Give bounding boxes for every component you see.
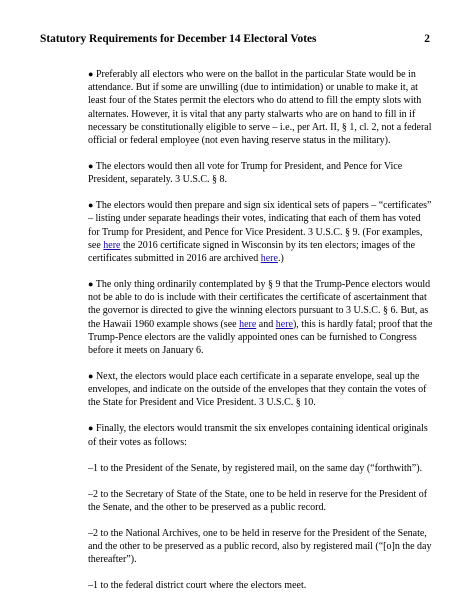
paragraph-text: ), this is hardly fatal; proof that the Trump-Pence electors are the validly appointed ones can be furnished to Congress before it meets on January 6. xyxy=(88,318,433,357)
bullet-icon: ● xyxy=(88,423,94,434)
paragraph-text: Next, the electors would place each certificate in a separate envelope, seal up the envelopes, and indicate on the outside of the envelopes that they contain the votes of the State for President and Vice President. 3 U.S.C. § 10. xyxy=(88,371,427,409)
bullet-icon: ● xyxy=(88,371,94,382)
paragraph-text: and xyxy=(256,318,276,330)
list-item-national-archives: –2 to the National Archives, one to be held in reserve for the President of the Senate, and the other to be preserved as a public record, also by registered mail (“[o]n the day thereafter”). xyxy=(88,527,432,566)
paragraph-transmit xyxy=(40,422,434,448)
paragraph-text: The only thing ordinarily contemplated by § 9 that the Trump-Pence electors would not be able to do is include with their certificates the certificate of ascertainment that the governor is directed to give the winning electors pursuant to 3 U.S.C. § 6. But, as the Hawaii 1960 example shows (see xyxy=(88,279,431,330)
link-wisconsin-certificate[interactable]: here xyxy=(103,239,121,251)
link-hawaii-example-2[interactable]: here xyxy=(275,318,293,330)
list-item-district-court: –1 to the federal district court where the electors meet. xyxy=(88,580,307,592)
page-number: 2 xyxy=(424,33,430,45)
bullet-icon: ● xyxy=(88,279,94,290)
paragraph-electors-vote xyxy=(40,160,434,186)
paragraph-text: Finally, the electors would transmit the six envelopes containing identical originals of their votes as follows: xyxy=(88,423,428,448)
list-item-president-of-senate: –1 to the President of the Senate, by registered mail, on the same day (“forthwith”). xyxy=(88,462,423,474)
page-header-title: Statutory Requirements for December 14 Electoral Votes xyxy=(40,33,317,45)
document-body xyxy=(40,68,434,605)
paragraph-certificates xyxy=(40,199,434,265)
paragraph-text: the 2016 certificate signed in Wisconsin by its ten electors; images of the certificates submitted in 2016 are archived xyxy=(88,239,416,265)
paragraph-ascertainment xyxy=(40,278,434,357)
bullet-icon: ● xyxy=(88,69,94,79)
link-hawaii-example-1[interactable]: here xyxy=(239,318,257,330)
paragraph-envelopes xyxy=(40,370,434,410)
link-archived-certificates[interactable]: here xyxy=(260,253,278,265)
paragraph-text: Preferably all electors who were on the ballot in the particular State would be in attendance. But if some are unwilling (due to intimidation) or unable to make it, at least four of the States permit the electors who do attend to fill the empty slots with alternates. However, it is vital that any party stalwarts who are on hand to fill in if necessary be constitutionally eligible to serve – i.e., per Art. II, § 1, cl. 2, not a federal official or federal employee (not even having reserve status in the military). xyxy=(88,69,432,147)
paragraph-text: .) xyxy=(277,253,284,265)
paragraph-text: The electors would then all vote for Trump for President, and Pence for Vice President, separately. 3 U.S.C. § 8. xyxy=(88,161,403,186)
paragraph-electors-attendance xyxy=(40,68,434,147)
bullet-icon: ● xyxy=(88,200,94,211)
paragraph-text: The electors would then prepare and sign six identical sets of papers – “certificates” – listing under separate headings their votes, indicating that each of them has voted for Trump for President, and Pence for Vice President. 3 U.S.C. § 9. (For examples, see xyxy=(88,200,432,251)
bullet-icon: ● xyxy=(88,161,94,172)
list-item-secretary-of-state: –2 to the Secretary of State of the State, one to be held in reserve for the President of the Senate, and the other to be preserved as a public record. xyxy=(88,488,428,513)
